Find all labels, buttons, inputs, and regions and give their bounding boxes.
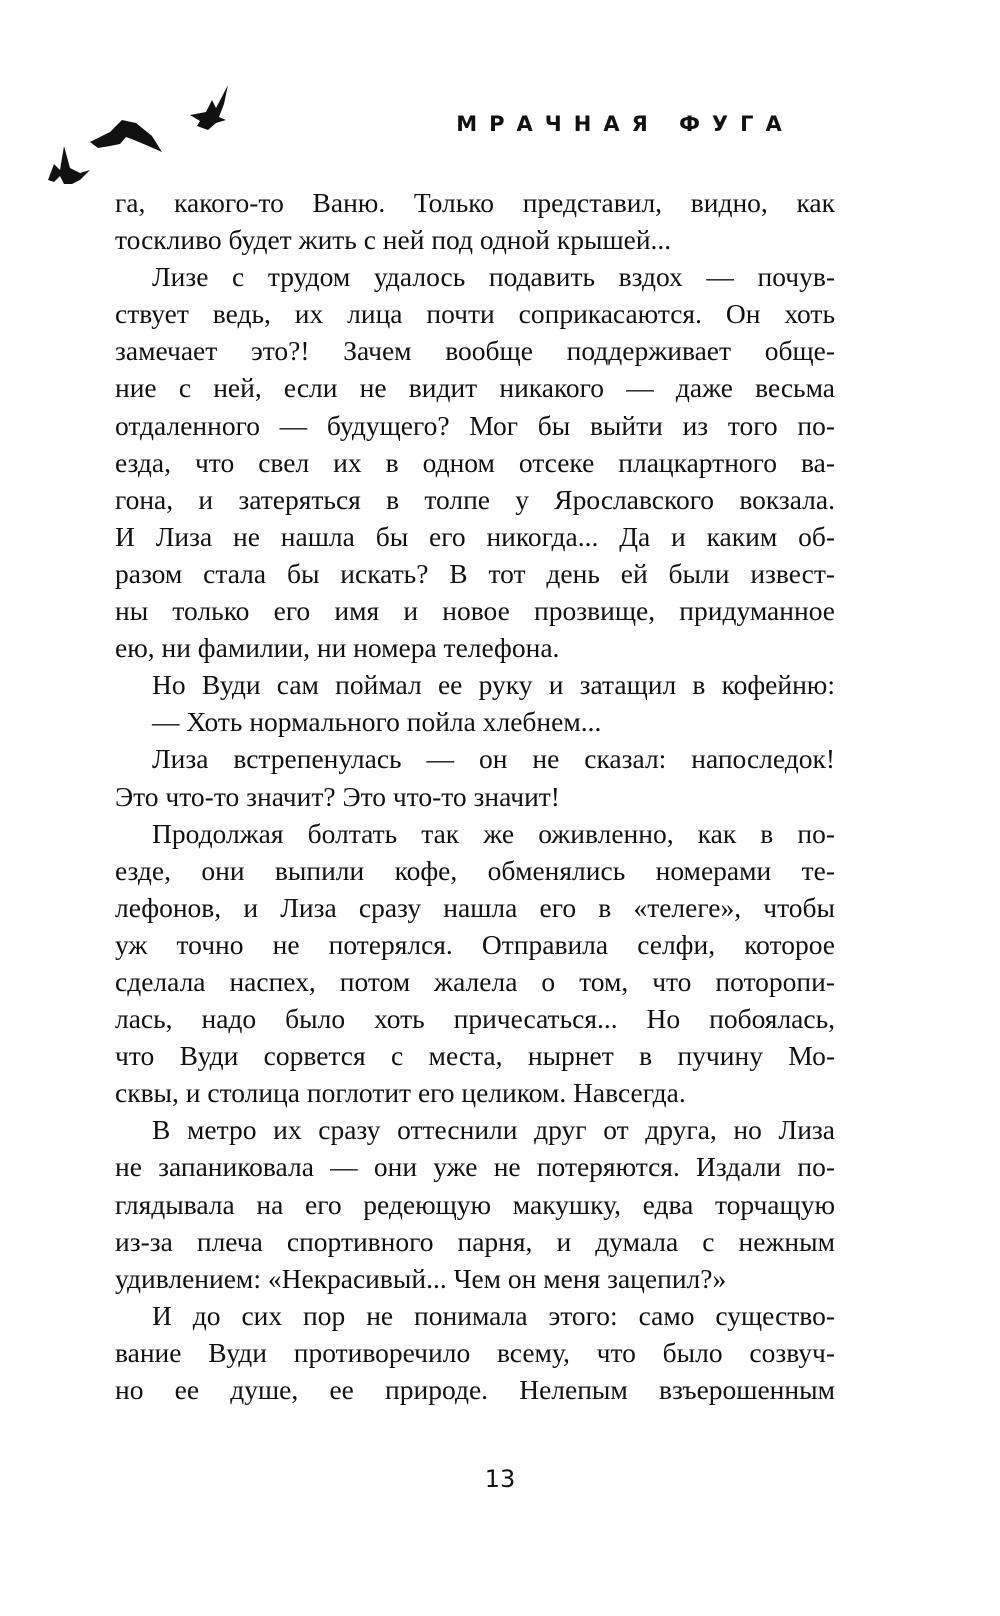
- text-line: глядывала на его редеющую макушку, едва торчащую: [115, 1188, 835, 1220]
- text-line: уж точно не потерялся. Отправила селфи, которое: [115, 928, 835, 960]
- flying-birds-icon: [40, 80, 240, 200]
- text-line: ствует ведь, их лица почти соприкасаются. Он хоть: [115, 298, 835, 330]
- text-line: ние с ней, если не видит никакого — даже весьма: [115, 372, 835, 404]
- text-line: отдаленного — будущего? Мог бы выйти из того по-: [115, 409, 835, 441]
- bird-shape: [90, 120, 162, 152]
- text-line: Это что-то значит? Это что-то значит!: [115, 780, 560, 812]
- text-line: — Хоть нормального пойла хлебнем...: [152, 706, 602, 738]
- text-line: тоскливо будет жить с ней под одной крышей...: [115, 224, 672, 256]
- text-line: езде, они выпили кофе, обменялись номерами те-: [115, 854, 835, 886]
- text-line: езда, что свел их в одном отсеке плацкартного ва-: [115, 446, 835, 478]
- text-line: замечает это?! Зачем вообще поддерживает обще-: [115, 335, 835, 367]
- text-line: Лизе с трудом удалось подавить вздох — почув-: [152, 261, 835, 293]
- text-line: сделала наспех, потом жалела о том, что поторопи-: [115, 965, 835, 997]
- text-line: Но Вуди сам поймал ее руку и затащил в кофейню:: [152, 669, 835, 701]
- text-line: что Вуди сорвется с места, нырнет в пучину Мо-: [115, 1040, 835, 1072]
- text-line: лефонов, и Лиза сразу нашла его в «телеге», чтобы: [115, 891, 835, 923]
- text-line: ею, ни фамилии, ни номера телефона.: [115, 632, 560, 664]
- text-line: В метро их сразу оттеснили друг от друга, но Лиза: [152, 1114, 835, 1146]
- body-text: [115, 184, 835, 1408]
- text-line: разом стала бы искать? В тот день ей были извест-: [115, 557, 835, 589]
- text-line: Лиза встрепенулась — он не сказал: напоследок!: [152, 743, 835, 775]
- bird-shape: [190, 85, 228, 130]
- bird-shape: [48, 146, 90, 184]
- text-line: га, какого-то Ваню. Только представил, видно, как: [115, 187, 835, 218]
- page-number: 13: [484, 1465, 516, 1493]
- text-line: из-за плеча спортивного парня, и думала с нежным: [115, 1225, 835, 1257]
- text-line: гона, и затеряться в толпе у Ярославского вокзала.: [115, 483, 835, 515]
- text-line: И Лиза не нашла бы его никогда... Да и каким об-: [115, 520, 835, 552]
- text-line: но ее душе, ее природе. Нелепым взъерошенным: [115, 1374, 835, 1405]
- text-line: лась, надо было хоть причесаться... Но побоялась,: [115, 1003, 835, 1035]
- text-line: И до сих пор не понимала этого: само существо-: [152, 1299, 835, 1331]
- text-line: сквы, и столица поглотит его целиком. Навсегда.: [115, 1077, 686, 1109]
- running-title: МРАЧНАЯ ФУГА: [456, 112, 794, 136]
- text-line: Продолжая болтать так же оживленно, как в по-: [152, 817, 835, 849]
- text-line: вание Вуди противоречило всему, что было созвуч-: [115, 1336, 835, 1368]
- text-line: удивлением: «Некрасивый... Чем он меня зацепил?»: [115, 1262, 727, 1294]
- text-line: не запаниковала — они уже не потеряются. Издали по-: [115, 1151, 835, 1183]
- text-line: ны только его имя и новое прозвище, придуманное: [115, 595, 835, 627]
